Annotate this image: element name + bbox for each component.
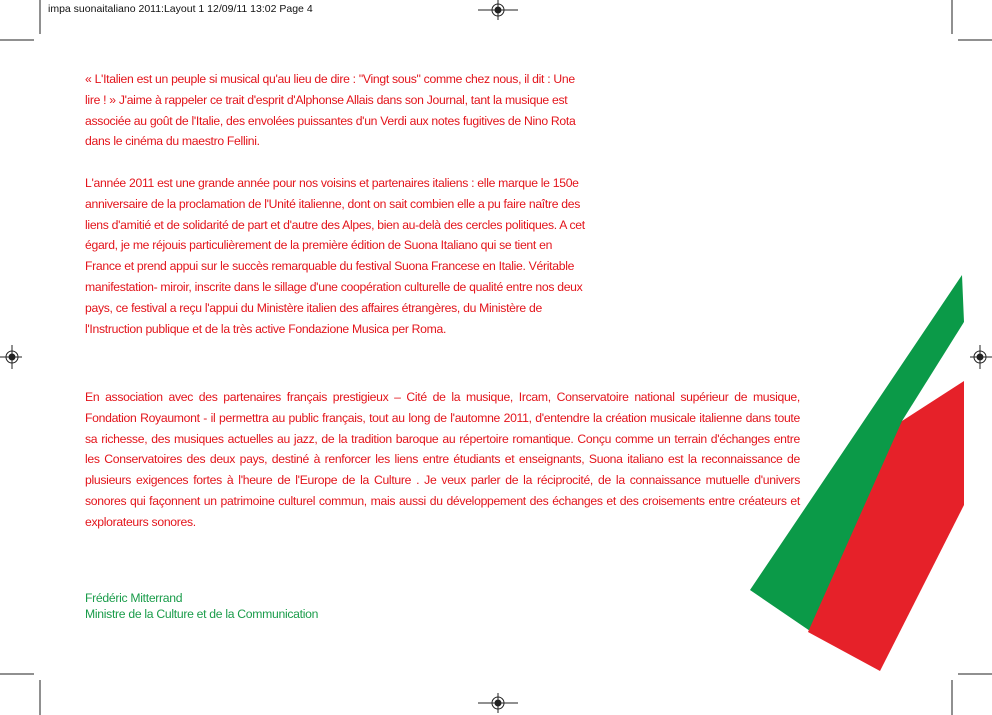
paragraph-anniversary: L'année 2011 est une grande année pour nos voisins et partenaires italiens : elle marque le 150e anniversaire de la proclamation de l'Unité italienne, dont on sait combien elle a pu faire naître des liens d'amitié et de solidarité de part et d'autre des Alpes, bien au-delà des cercles politiques. A cet égard, je me réjouis particulièrement de la première édition de Suona Italiano qui se tient en France et prend appui sur le succès remarquable du festival Suona Francese en Italie. Véritable manifestation- miroir, inscrite dans le sillage d'une coopération culturelle de qualité entre nos deux pays, ce festival a reçu l'appui du Ministère italien des affaires étrangères, du Ministère de l'Instruction publique et de la très active Fondazione Musica per Roma. [85,176,585,336]
signature-name: Frédéric Mitterrand [85,591,183,605]
signature-block [85,591,318,622]
signature-role: Ministre de la Culture et de la Communication [85,606,319,621]
paragraph-intro: « L'Italien est un peuple si musical qu'au lieu de dire : "Vingt sous" comme chez nous, il dit : Une lire ! » J'aime à rappeler ce trait d'esprit d'Alphonse Allais dans son Journal, tant la musique est associée au goût de l'Italie, des envolées puissantes d'un Verdi aux notes fugitives de Nino Rota dans le cinéma du maestro Fellini. [85,72,576,149]
print-slug-line: impa suonaitaliano 2011:Layout 1 12/09/11 13:02 Page 4 [48,3,313,15]
paragraph-partners: En association avec des partenaires français prestigieux – Cité de la musique, Ircam, Conservatoire national supérieur de musique, Fondation Royaumont - il permettra au public français, tout au long de l'automne 2011, d'entendre la création musicale italienne dans toute sa richesse, des musiques actuelles au jazz, de la tradition baroque au répertoire romantique. Conçu comme un terrain d'échanges entre les Conservatoires des deux pays, destiné à renforcer les liens entre étudiants et enseignants, Suona italiano est la reconnaissance de plusieurs exigences fortes à l'heure de l'Europe de la Culture . Je veux parler de la réciprocité, de la connaissance mutuelle d'univers sonores qui façonnent un patrimoine culturel commun, mais aussi du développement des échanges et des croisements entre créateurs et explorateurs sonores. [85,390,800,529]
